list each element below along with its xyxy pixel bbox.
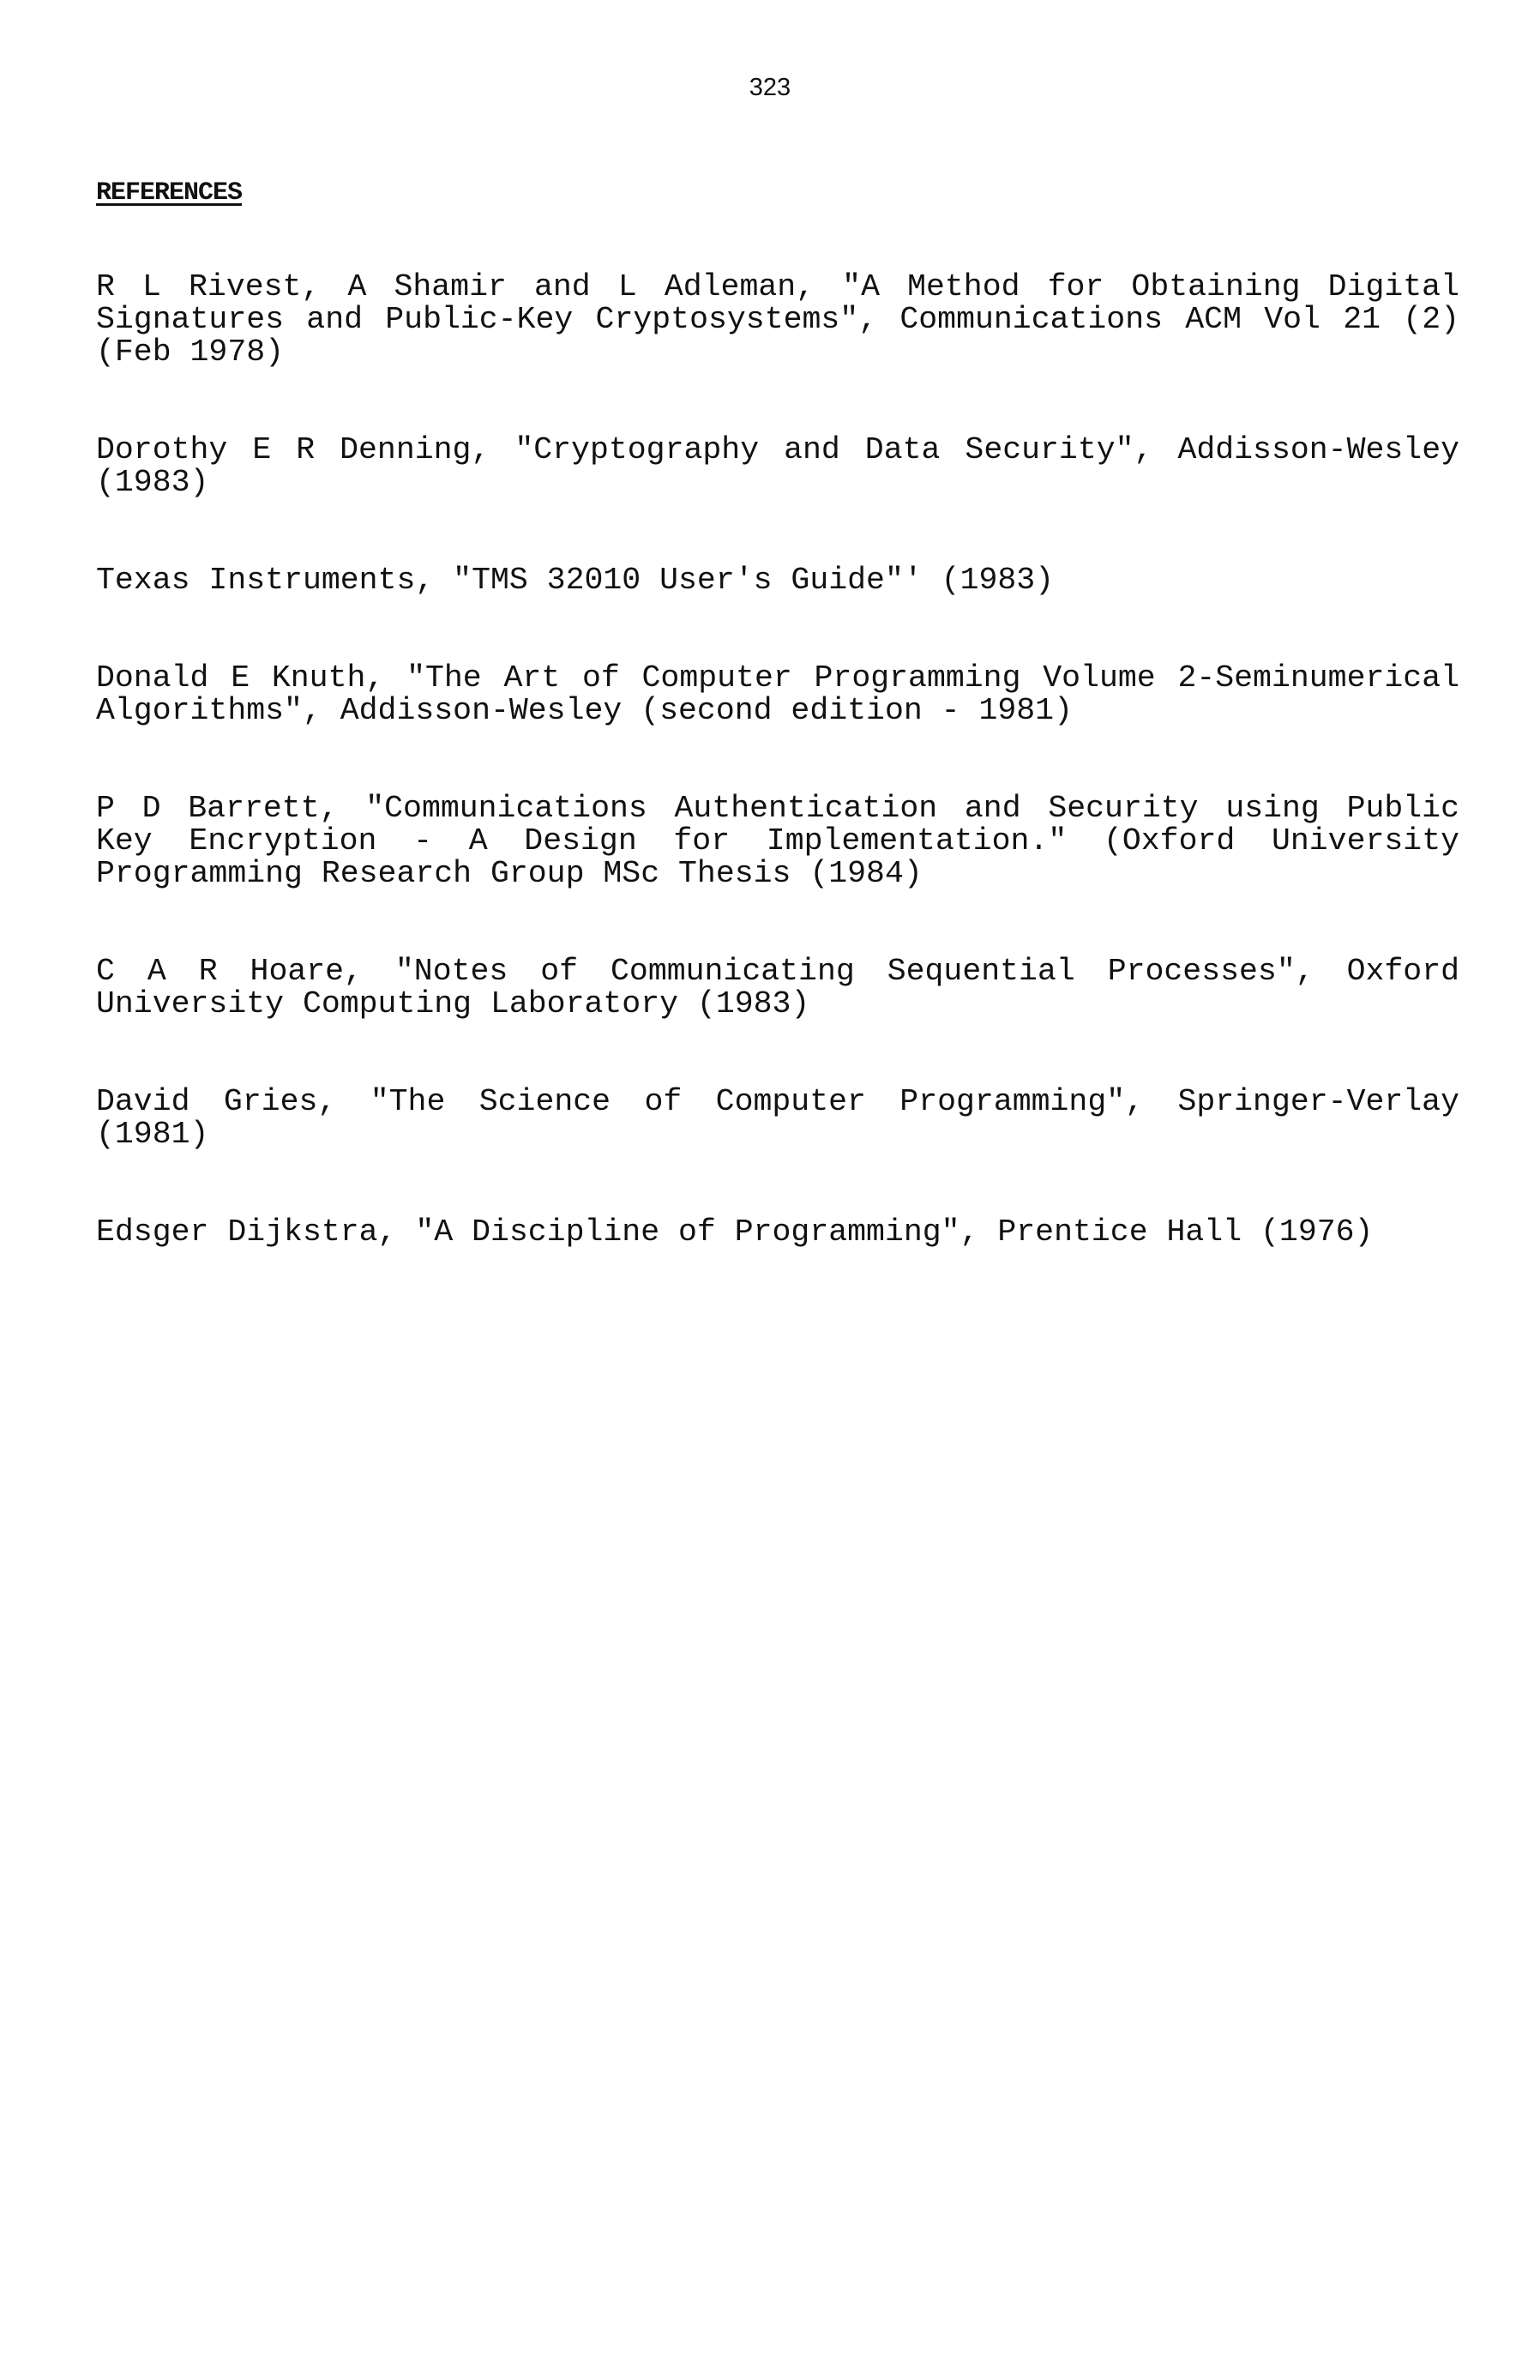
reference-item: Edsger Dijkstra, "A Discipline of Programming", Prentice Hall (1976): [96, 1214, 1374, 1250]
reference-list: [96, 271, 1459, 1314]
reference-item: David Gries, "The Science of Computer Programming", Springer-Verlay (1981): [96, 1084, 1459, 1152]
reference-item: P D Barrett, "Communications Authentication and Security using Public Key Encryption - A Design for Implementation." (Oxford University Programming Research Group MSc Thesis (1984): [96, 791, 1459, 891]
reference-item: Dorothy E R Denning, "Cryptography and Data Security", Addisson-Wesley (1983): [96, 432, 1459, 500]
reference-item: Donald E Knuth, "The Art of Computer Programming Volume 2-Seminumerical Algorithms", Addisson-Wesley (second edition - 1981): [96, 660, 1459, 728]
page-number: 323: [749, 74, 791, 101]
reference-item: R L Rivest, A Shamir and L Adleman, "A Method for Obtaining Digital Signatures and Public-Key Cryptosystems", Communications ACM Vol 21 (2) (Feb 1978): [96, 269, 1459, 370]
reference-item: Texas Instruments, "TMS 32010 User's Guide"' (1983): [96, 563, 1055, 598]
references-heading: REFERENCES: [96, 178, 243, 208]
reference-item: C A R Hoare, "Notes of Communicating Sequential Processes", Oxford University Computing Laboratory (1983): [96, 954, 1459, 1021]
